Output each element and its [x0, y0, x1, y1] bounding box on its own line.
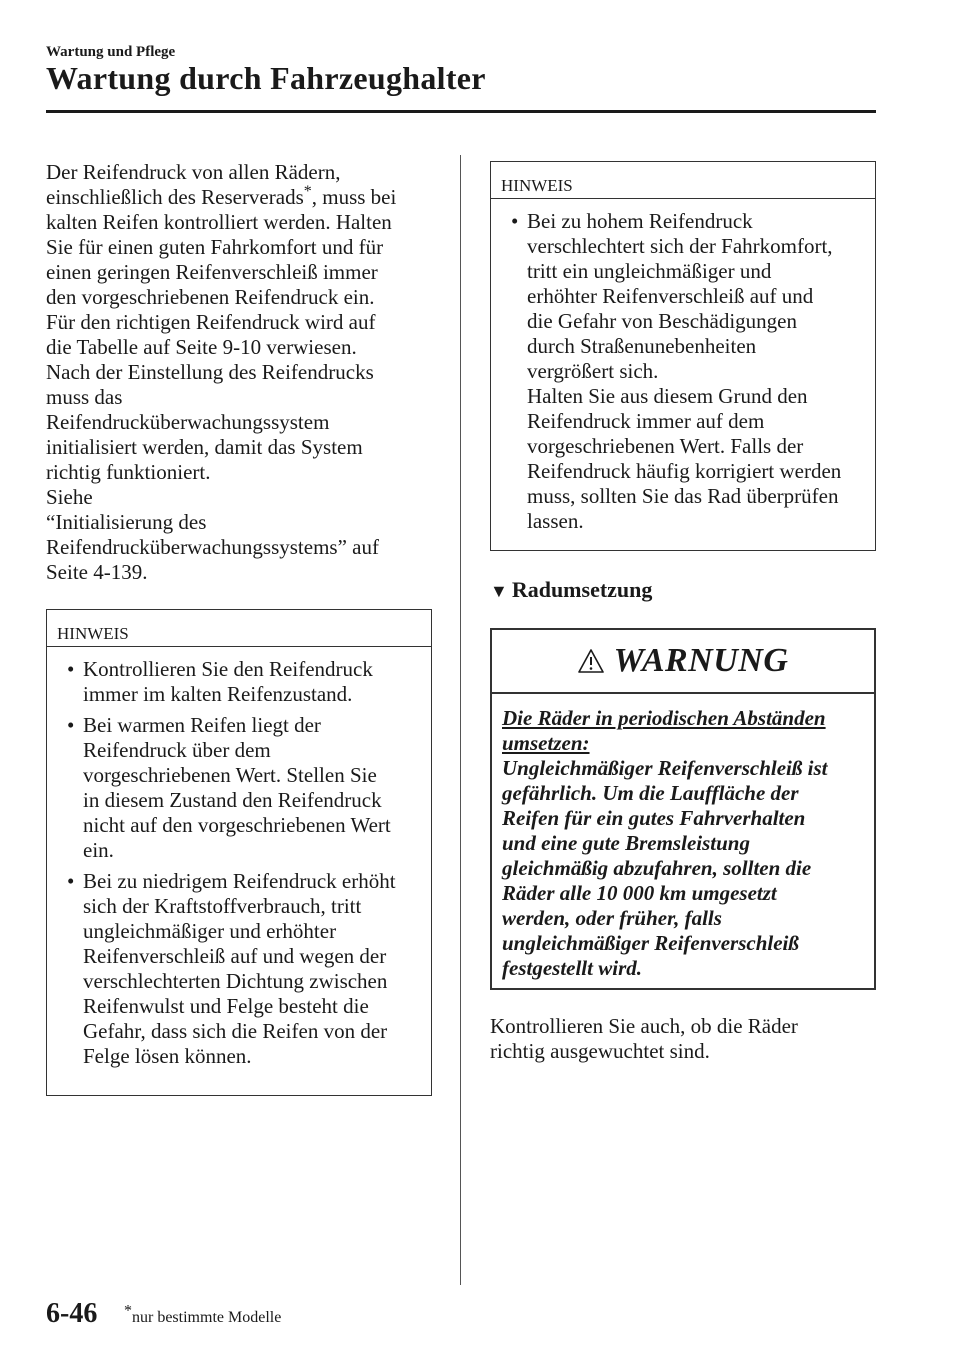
cross-reference: Reifendrucküberwachungssystems” auf	[46, 535, 379, 559]
note-item: • Bei zu niedrigem Reifendruck erhöht sich der Kraftstoffverbrauch, tritt ungleichmäßiger und erhöhter Reifenverschleiß auf und wegen der verschlechterten Dichtung zwischen Reifenwulst und Felge besteht die Gefahr, dass sich die Reifen von der Felge lösen können.	[67, 869, 396, 1068]
asterisk-marker: *	[124, 1302, 132, 1320]
paragraph-line: Kontrollieren Sie auch, ob die Räder	[490, 1014, 798, 1038]
page-title: Wartung durch Fahrzeughalter	[46, 60, 486, 96]
warning-headline: umsetzen:	[502, 731, 590, 755]
paragraph-line: kalten Reifen kontrolliert werden. Halten	[46, 210, 392, 234]
asterisk-marker: *	[303, 183, 312, 200]
subheading-text: Radumsetzung	[511, 577, 653, 602]
warning-header	[492, 630, 874, 694]
paragraph-line: richtig ausgewuchtet sind.	[490, 1039, 710, 1063]
note-box-right	[490, 161, 876, 551]
note-heading: HINWEIS	[491, 162, 875, 199]
warning-headline: Die Räder in periodischen Abständen	[502, 706, 826, 730]
warning-text: Die Räder in periodischen Abständen umsetzen: Ungleichmäßiger Reifenverschleiß ist gefährlich. Um die Lauffläche der Reifen für ein gutes Fahrverhalten und eine gute Bremsleistung gleichmäßig abzufahren, sollten die Räder alle 10 000 km umgesetzt werden, oder früher, falls ungleichmäßiger Reifenverschleiß festgestellt wird.	[492, 694, 874, 981]
bullet-icon: •	[67, 713, 75, 737]
note-item: • Kontrollieren Sie den Reifendruck immer im kalten Reifenzustand.	[67, 657, 373, 706]
warning-title: WARNUNG	[613, 642, 789, 679]
paragraph-line: Der Reifendruck von allen Rädern,	[46, 160, 341, 184]
bullet-icon: •	[67, 869, 75, 893]
section-label: Wartung und Pflege	[46, 44, 176, 60]
paragraph-line: einschließlich des Reserverads*, muss bei	[46, 183, 397, 209]
cross-reference: “Initialisierung des	[46, 510, 207, 534]
intro-paragraph	[46, 160, 396, 585]
paragraph-line: Nach der Einstellung des Reifendrucks	[46, 360, 374, 384]
section-heading-radumsetzung	[490, 577, 652, 603]
note-box-left	[46, 609, 432, 1096]
paragraph-line: Für den richtigen Reifendruck wird auf	[46, 310, 376, 334]
paragraph-line: initialisiert werden, damit das System	[46, 435, 363, 459]
page-number: 6-46	[46, 1298, 98, 1329]
paragraph-line: Seite 4-139.	[46, 560, 148, 584]
note-item: • Bei warmen Reifen liegt der Reifendruck über dem vorgeschriebenen Wert. Stellen Sie in diesem Zustand den Reifendruck nicht auf den vorgeschriebenen Wert ein.	[67, 713, 391, 862]
triangle-down-icon: ▼	[490, 581, 508, 601]
note-item: • Bei zu hohem Reifendruck verschlechtert sich der Fahrkomfort, tritt ein ungleichmäßiger und erhöhter Reifenverschleiß auf und die Gefahr von Beschädigungen durch Straßenunebenheiten vergrößert sich. Halten Sie aus diesem Grund den Reifendruck immer auf dem vorgeschriebenen Wert. Falls der Reifendruck häufig korrigiert werden muss, sollten Sie das Rad überprüfen lassen.	[511, 209, 842, 533]
paragraph-line: richtig funktioniert.	[46, 460, 211, 484]
paragraph-line: den vorgeschriebenen Reifendruck ein.	[46, 285, 375, 309]
footnote: *nur bestimmte Modelle	[124, 1302, 282, 1326]
title-divider	[46, 110, 876, 113]
bullet-icon: •	[67, 657, 75, 681]
column-divider	[460, 155, 461, 1285]
note-heading: HINWEIS	[47, 610, 431, 647]
paragraph-line: einen geringen Reifenverschleiß immer	[46, 260, 378, 284]
paragraph-line: Reifendrucküberwachungssystem	[46, 410, 330, 434]
warning-box	[490, 628, 876, 990]
paragraph-line: Siehe	[46, 485, 93, 509]
paragraph-line: Sie für einen guten Fahrkomfort und für	[46, 235, 384, 259]
warning-triangle-icon	[578, 648, 604, 674]
paragraph-line: muss das	[46, 385, 123, 409]
closing-paragraph	[490, 1014, 798, 1064]
paragraph-line: die Tabelle auf Seite 9-10 verwiesen.	[46, 335, 357, 359]
bullet-icon: •	[511, 209, 519, 233]
